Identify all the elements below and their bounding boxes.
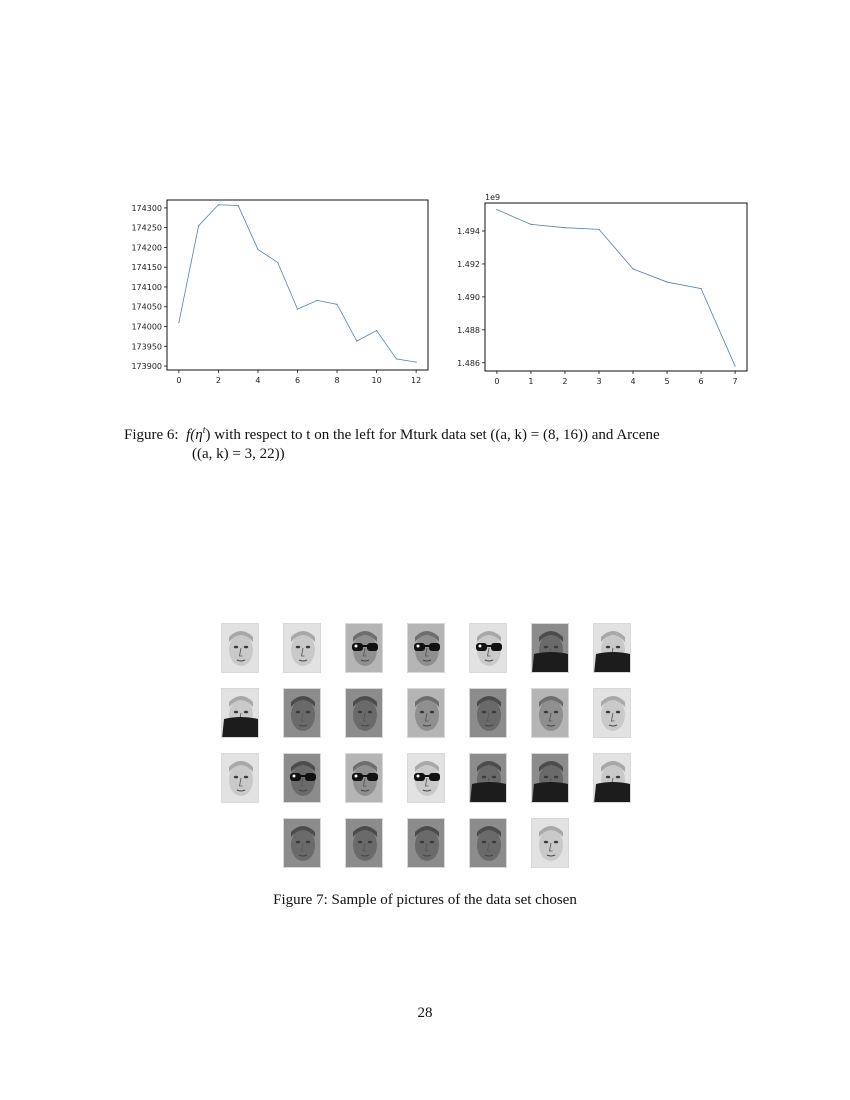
y-tick-label: 174150 xyxy=(131,263,162,273)
series-line-0 xyxy=(497,210,735,366)
data-point xyxy=(416,361,417,362)
y-tick-label: 173900 xyxy=(131,362,162,372)
y-tick-label: 174300 xyxy=(131,203,162,213)
data-point xyxy=(218,204,219,205)
face-thumbnail xyxy=(345,688,383,738)
x-tick-label: 6 xyxy=(294,376,301,385)
face-thumbnail xyxy=(531,688,569,738)
x-tick-label: 4 xyxy=(630,377,636,386)
face-thumbnail xyxy=(283,818,321,868)
data-point xyxy=(700,288,701,289)
face-thumbnail xyxy=(531,818,569,868)
face-thumbnail xyxy=(593,688,631,738)
y-tick-label: 174000 xyxy=(131,322,162,332)
figure-6-caption-line-1 xyxy=(124,421,744,445)
x-tick-label: 5 xyxy=(664,377,670,386)
face-thumbnail xyxy=(469,818,507,868)
x-tick-label: 12 xyxy=(411,376,422,385)
x-tick-label: 6 xyxy=(698,377,704,386)
figure-6-caption-line-2: ((a, k) = 3, 22)) xyxy=(192,446,285,462)
face-thumbnail xyxy=(593,623,631,673)
face-thumbnail xyxy=(283,753,321,803)
x-tick-label: 0 xyxy=(494,377,500,386)
x-tick-label: 1 xyxy=(528,377,534,386)
y-tick-label: 1.488 xyxy=(457,325,480,335)
data-point xyxy=(277,262,278,263)
face-thumbnail xyxy=(407,753,445,803)
x-tick-label: 2 xyxy=(562,377,568,386)
y-tick-label: 173950 xyxy=(131,342,162,352)
y-tick-label: 1.486 xyxy=(457,358,480,368)
data-point xyxy=(666,281,667,282)
face-thumbnail xyxy=(469,688,507,738)
data-point xyxy=(530,224,531,225)
plot-frame xyxy=(485,203,747,371)
figure-6-label: Figure 6: xyxy=(124,427,179,443)
figure-6-formula: f(η xyxy=(186,427,203,443)
face-thumbnail xyxy=(407,623,445,673)
face-thumbnail xyxy=(283,688,321,738)
data-point xyxy=(178,322,179,323)
plot-frame xyxy=(167,200,428,370)
face-thumbnail xyxy=(407,818,445,868)
face-thumbnail xyxy=(283,623,321,673)
y-tick-label: 1.492 xyxy=(457,259,480,269)
x-tick-label: 7 xyxy=(732,377,738,386)
y-tick-label: 174250 xyxy=(131,223,162,233)
page-number: 28 xyxy=(417,1005,433,1021)
data-point xyxy=(198,225,199,226)
face-thumbnail xyxy=(345,753,383,803)
face-thumbnail xyxy=(531,623,569,673)
data-point xyxy=(564,227,565,228)
chart-mturk-svg xyxy=(120,190,440,390)
series-line-0 xyxy=(179,205,416,362)
data-point xyxy=(257,249,258,250)
x-tick-label: 0 xyxy=(176,376,182,385)
face-thumbnail xyxy=(221,623,259,673)
face-thumbnail xyxy=(469,753,507,803)
figure-6-caption-text: ) with respect to t on the left for Mturk data set ((a, k) = (8, 16)) and Arcene xyxy=(205,427,660,443)
y-tick-label: 174100 xyxy=(131,282,162,292)
data-point xyxy=(317,300,318,301)
data-point xyxy=(297,309,298,310)
data-point xyxy=(396,358,397,359)
data-point xyxy=(376,330,377,331)
figure-6-formula-sup: t xyxy=(202,425,206,436)
data-point xyxy=(496,209,497,210)
face-thumbnail xyxy=(469,623,507,673)
data-point xyxy=(238,205,239,206)
x-tick-label: 4 xyxy=(255,376,261,385)
face-thumbnail xyxy=(407,688,445,738)
data-point xyxy=(734,365,735,366)
x-tick-label: 8 xyxy=(334,376,340,385)
figure-6-caption xyxy=(124,421,744,464)
face-thumbnail xyxy=(221,688,259,738)
data-point xyxy=(336,304,337,305)
chart-arcene-svg xyxy=(450,190,760,390)
face-thumbnail xyxy=(221,753,259,803)
face-thumbnail xyxy=(345,818,383,868)
figure-7-caption: Figure 7: Sample of pictures of the data set chosen xyxy=(273,892,577,908)
data-point xyxy=(598,229,599,230)
y-tick-label: 1.490 xyxy=(457,292,480,302)
face-thumbnail xyxy=(593,753,631,803)
x-tick-label: 2 xyxy=(215,376,221,385)
y-tick-label: 1.494 xyxy=(457,227,480,236)
y-tick-label: 174050 xyxy=(131,302,162,312)
x-tick-label: 10 xyxy=(371,376,382,385)
data-point xyxy=(356,341,357,342)
chart-arcene xyxy=(450,190,760,390)
chart-mturk xyxy=(120,190,440,390)
y-scale-label: 1e9 xyxy=(485,193,501,202)
face-thumbnail xyxy=(345,623,383,673)
face-thumbnail xyxy=(531,753,569,803)
data-point xyxy=(632,268,633,269)
x-tick-label: 3 xyxy=(596,377,602,386)
y-tick-label: 174200 xyxy=(131,243,162,253)
